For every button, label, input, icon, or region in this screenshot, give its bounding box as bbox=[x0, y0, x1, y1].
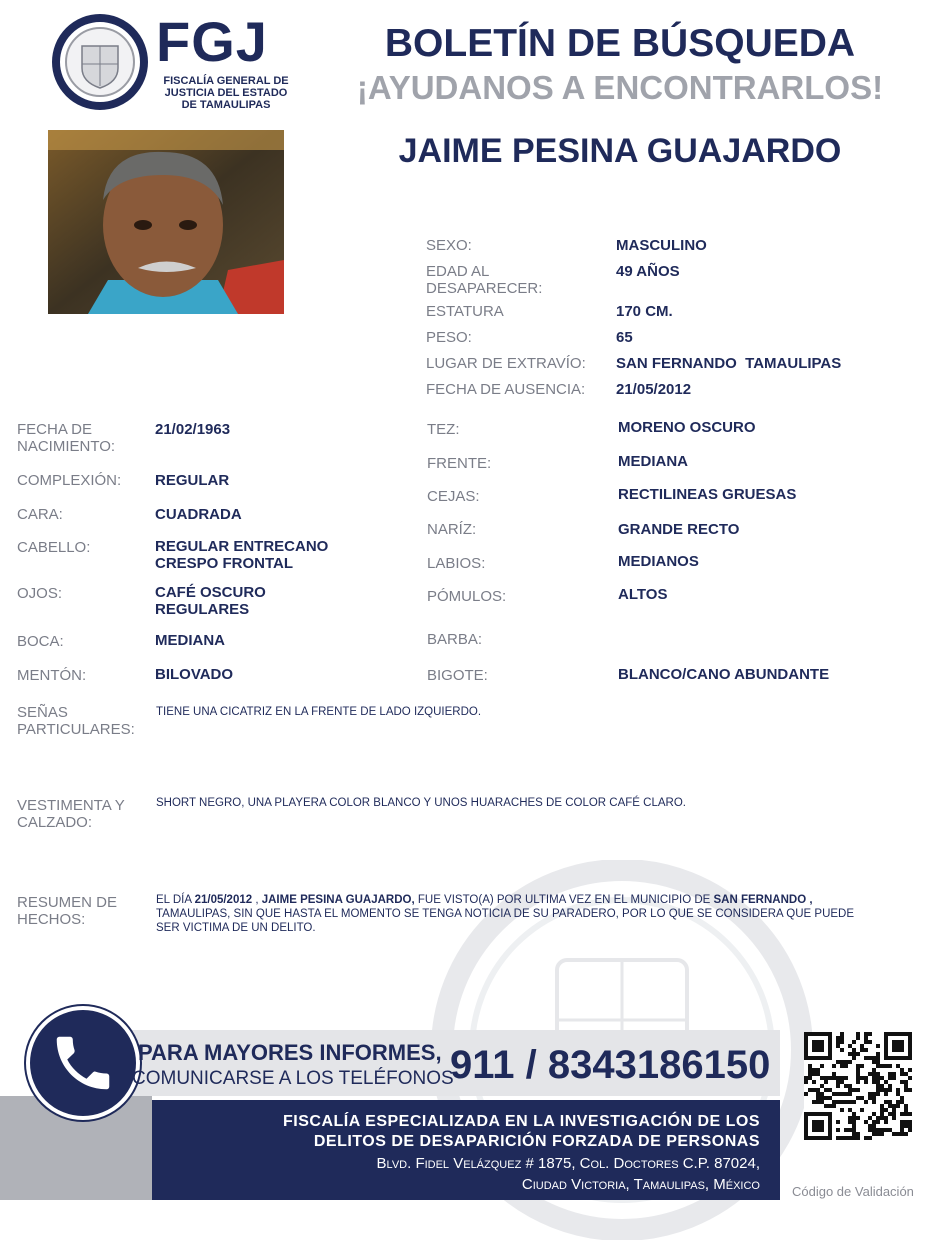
mustache-label: BIGOTE: bbox=[427, 667, 488, 684]
eyes-label: OJOS: bbox=[17, 585, 63, 602]
eyebrows-label: CEJAS: bbox=[427, 488, 480, 505]
qr-code-icon bbox=[804, 1032, 912, 1140]
phone-number: 911 / 8343186150 bbox=[450, 1043, 771, 1087]
eyebrows-value: RECTILINEAS GRUESAS bbox=[618, 486, 797, 503]
place-value: SAN FERNANDO TAMAULIPAS bbox=[616, 355, 842, 372]
info-line2: COMUNICARSE A LOS TELÉFONOS bbox=[132, 1068, 454, 1089]
qr-caption: Código de Validación bbox=[792, 1184, 914, 1199]
org-name: FISCALÍA GENERAL DE JUSTICIA DEL ESTADO DE TAMAULIPAS bbox=[163, 75, 289, 111]
absence-date-value: 21/05/2012 bbox=[616, 381, 692, 398]
beard-label: BARBA: bbox=[427, 631, 483, 648]
address-line1: Blvd. Fidel Velázquez # 1875, Col. Doctores C.P. 87024, bbox=[376, 1155, 760, 1172]
phone-badge bbox=[26, 1006, 140, 1120]
address-line2: Ciudad Victoria, Tamaulipas, México bbox=[521, 1176, 760, 1193]
eyes-value: CAFÉ OSCURO REGULARES bbox=[155, 584, 266, 618]
phone-icon bbox=[48, 1028, 118, 1098]
lips-label: LABIOS: bbox=[427, 555, 486, 572]
age-label: EDAD AL DESAPARECER: bbox=[426, 263, 543, 297]
birthdate-value: 21/02/1963 bbox=[155, 421, 231, 438]
cheekbones-label: PÓMULOS: bbox=[427, 588, 507, 605]
mouth-value: MEDIANA bbox=[155, 632, 225, 649]
sex-value: MASCULINO bbox=[616, 237, 707, 254]
clothing-text: SHORT NEGRO, UNA PLAYERA COLOR BLANCO Y UNOS HUARACHES DE COLOR CAFÉ CLARO. bbox=[156, 797, 686, 809]
mouth-label: BOCA: bbox=[17, 633, 64, 650]
forehead-value: MEDIANA bbox=[618, 453, 688, 470]
chin-value: BILOVADO bbox=[155, 666, 234, 683]
height-value: 170 CM. bbox=[616, 303, 673, 320]
height-label: ESTATURA bbox=[426, 303, 504, 320]
weight-value: 65 bbox=[616, 329, 633, 346]
place-label: LUGAR DE EXTRAVÍO: bbox=[426, 355, 586, 372]
nose-label: NARÍZ: bbox=[427, 521, 477, 538]
skin-label: TEZ: bbox=[427, 421, 460, 438]
cheekbones-value: ALTOS bbox=[618, 586, 668, 603]
face-label: CARA: bbox=[17, 506, 63, 523]
office-line2: DELITOS DE DESAPARICIÓN FORZADA DE PERSONAS bbox=[313, 1133, 760, 1150]
person-name: JAIME PESINA GUAJARDO bbox=[398, 132, 842, 170]
clothing-label: VESTIMENTA Y CALZADO: bbox=[17, 797, 125, 831]
org-acronym: FGJ bbox=[156, 10, 268, 73]
absence-date-label: FECHA DE AUSENCIA: bbox=[426, 381, 586, 398]
skin-value: MORENO OSCURO bbox=[618, 419, 756, 436]
sex-label: SEXO: bbox=[426, 237, 472, 254]
person-photo bbox=[48, 130, 284, 314]
office-line1: FISCALÍA ESPECIALIZADA EN LA INVESTIGACIÓN DE LOS bbox=[283, 1113, 760, 1130]
birthdate-label: FECHA DE NACIMIENTO: bbox=[17, 421, 116, 455]
build-value: REGULAR bbox=[155, 472, 230, 489]
mustache-value: BLANCO/CANO ABUNDANTE bbox=[618, 666, 830, 683]
state-seal-icon bbox=[52, 14, 148, 110]
hair-label: CABELLO: bbox=[17, 539, 91, 556]
info-line1: PARA MAYORES INFORMES, bbox=[138, 1040, 442, 1065]
bulletin-title: BOLETÍN DE BÚSQUEDA bbox=[384, 22, 856, 65]
summary-text: EL DÍA 21/05/2012 , JAIME PESINA GUAJARDO, FUE VISTO(A) POR ULTIMA VEZ EN EL MUNICIPIO DE SAN FERNANDO , TAMAULIPAS, SIN QUE HASTA EL MOMENTO SE TENGA NOTICIA DE SU PARADERO, POR LO QUE SE CONSIDERA QUE PUEDE SER VICTIMA DE UN DELITO. bbox=[156, 894, 855, 934]
nose-value: GRANDE RECTO bbox=[618, 521, 740, 538]
lips-value: MEDIANOS bbox=[618, 553, 699, 570]
hair-value: REGULAR ENTRECANO CRESPO FRONTAL bbox=[155, 538, 329, 572]
weight-label: PESO: bbox=[426, 329, 472, 346]
bulletin-subtitle: ¡AYUDANOS A ENCONTRARLOS! bbox=[356, 69, 884, 106]
chin-label: MENTÓN: bbox=[17, 667, 87, 684]
build-label: COMPLEXIÓN: bbox=[17, 472, 122, 489]
marks-text: TIENE UNA CICATRIZ EN LA FRENTE DE LADO IZQUIERDO. bbox=[156, 706, 482, 718]
summary-label: RESUMEN DE HECHOS: bbox=[17, 894, 118, 928]
forehead-label: FRENTE: bbox=[427, 455, 492, 472]
marks-label: SEÑAS PARTICULARES: bbox=[17, 704, 135, 738]
age-value: 49 AÑOS bbox=[616, 263, 680, 280]
face-value: CUADRADA bbox=[155, 506, 242, 523]
